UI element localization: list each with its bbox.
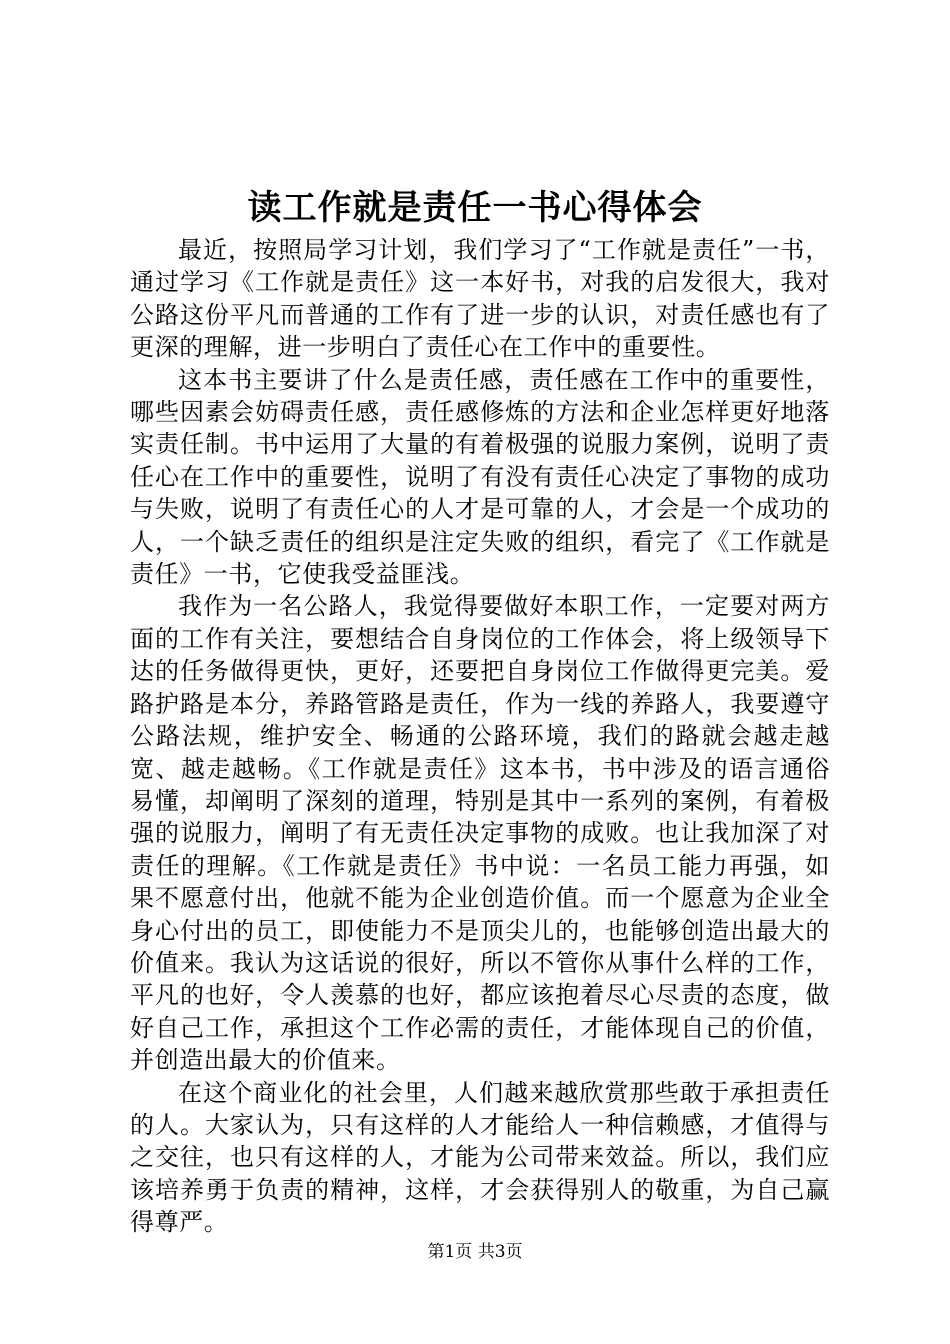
paragraph-1: 最近，按照局学习计划，我们学习了“工作就是责任”一书，通过学习《工作就是责任》这一本好书，对我的启发很大，我对公路这份平凡而普通的工作有了进一步的认识，对责任感也有了更深的理解，进一步明白了责任心在工作中的重要性。 [130, 236, 830, 362]
document-title: 读工作就是责任一书心得体会 [247, 188, 703, 228]
page-number-footer: 第1页 共3页 [427, 1242, 523, 1262]
document-body [130, 234, 830, 1239]
paragraph-4: 在这个商业化的社会里，人们越来越欣赏那些敢于承担责任的人。大家认为，只有这样的人才能给人一种信赖感，才值得与之交往，也只有这样的人，才能为公司带来效益。所以，我们应该培养勇于负责的精神，这样，才会获得别人的敬重，为自己赢得尊严。 [130, 1078, 830, 1237]
paragraph-2: 这本书主要讲了什么是责任感，责任感在工作中的重要性，哪些因素会妨碍责任感，责任感修炼的方法和企业怎样更好地落实责任制。书中运用了大量的有着极强的说服力案例，说明了责任心在工作中的重要性，说明了有没有责任心决定了事物的成功与失败，说明了有责任心的人才是可靠的人，才会是一个成功的人，一个缺乏责任的组织是注定失败的组织，看完了《工作就是责任》一书，它使我受益匪浅。 [130, 365, 830, 589]
paragraph-3: 我作为一名公路人，我觉得要做好本职工作，一定要对两方面的工作有关注，要想结合自身岗位的工作体会，将上级领导下达的任务做得更快，更好，还要把自身岗位工作做得更完美。爱路护路是本分，养路管路是责任，作为一线的养路人，我要遵守公路法规，维护安全、畅通的公路环境，我们的路就会越走越宽、越走越畅。《工作就是责任》这本书，书中涉及的语言通俗易懂，却阐明了深刻的道理，特别是其中一系列的案例，有着极强的说服力，阐明了有无责任决定事物的成败。也让我加深了对责任的理解。《工作就是责任》书中说：一名员工能力再强，如果不愿意付出，他就不能为企业创造价值。而一个愿意为企业全身心付出的员工，即使能力不是顶尖儿的，也能够创造出最大的价值来。我认为这话说的很好，所以不管你从事什么样的工作，平凡的也好，令人羡慕的也好，都应该抱着尽心尽责的态度，做好自己工作，承担这个工作必需的责任，才能体现自己的价值，并创造出最大的价值来。 [130, 592, 830, 1075]
